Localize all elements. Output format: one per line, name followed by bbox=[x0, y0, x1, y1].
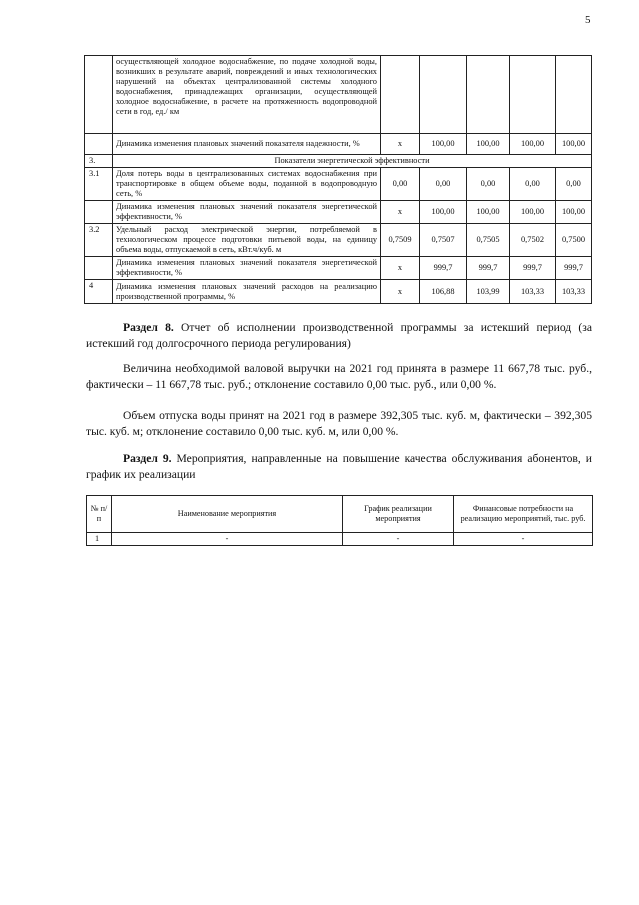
revenue-paragraph: Величина необходимой валовой выручки на 2021 год принята в размере 11 667,78 тыс. руб., фактически – 11 667,78 тыс. руб.; отклонение составило 0,00 тыс. руб., или 0,00 %. bbox=[86, 362, 592, 391]
row-description: Динамика изменения плановых значений расходов на реализацию производственной программы, % bbox=[113, 280, 381, 304]
water-volume-paragraph: Объем отпуска воды принят на 2021 год в размере 392,305 тыс. куб. м, фактически – 392,305 тыс. куб. м; отклонение составило 0,00 тыс. куб. м, или 0,00 %. bbox=[86, 409, 592, 438]
section-row: 3. Показатели энергетической эффективности bbox=[85, 155, 592, 168]
page-number: 5 bbox=[585, 14, 591, 26]
section-9-heading bbox=[86, 451, 592, 482]
table-row: Динамика изменения плановых значений показателя энергетической эффективности, % х 999,7 999,7 999,7 999,7 bbox=[85, 257, 592, 280]
header-number: № п/п bbox=[87, 496, 112, 533]
section-8-label: Раздел 8. bbox=[123, 321, 174, 334]
row-description: Динамика изменения плановых значений показателя энергетической эффективности, % bbox=[113, 257, 381, 280]
section-9-title: Мероприятия, направленные на повышение качества обслуживания абонентов, и график их реализации bbox=[86, 452, 592, 481]
indicators-table bbox=[84, 55, 592, 304]
header-measure-name: Наименование мероприятия bbox=[112, 496, 343, 533]
section-8-title: Отчет об исполнении производственной программы за истекший период (за истекший год долгосрочного периода регулирования) bbox=[86, 321, 593, 350]
table-header-row bbox=[87, 496, 593, 533]
measures-table bbox=[86, 495, 593, 546]
table-row: 4 Динамика изменения плановых значений расходов на реализацию производственной программы, % х 106,88 103,99 103,33 103,33 bbox=[85, 280, 592, 304]
section-8-heading bbox=[86, 320, 592, 351]
table-row: Динамика изменения плановых значений показателя надежности, % х 100,00 100,00 100,00 100,00 bbox=[85, 134, 592, 155]
row-description: Доля потерь воды в централизованных системах водоснабжения при транспортировке в общем объеме воды, поданной в водопроводную сеть, % bbox=[113, 168, 381, 201]
table-row: 1 - - - bbox=[87, 533, 593, 546]
row-description: Динамика изменения плановых значений показателя энергетической эффективности, % bbox=[113, 201, 381, 224]
section-9-label: Раздел 9. bbox=[123, 452, 172, 465]
row-description: осуществляющей холодное водоснабжение, по подаче холодной воды, возникших в результате аварий, повреждений и иных технологических нарушений на объектах централизованной системы холодного водоснабжения, принадлежащих организации, осуществляющей холодное водоснабжение, в расчете на протяженность водопроводной сети в год, ед./ км bbox=[113, 56, 381, 134]
row-description: Удельный расход электрической энергии, потребляемой в технологическом процессе подготовки питьевой воды, на единицу объема воды, отпускаемой в сеть, кВт.ч/куб. м bbox=[113, 224, 381, 257]
table-row bbox=[85, 56, 592, 134]
section-title: Показатели энергетической эффективности bbox=[113, 155, 592, 168]
table-row: Динамика изменения плановых значений показателя энергетической эффективности, % х 100,00 100,00 100,00 100,00 bbox=[85, 201, 592, 224]
header-financial-needs: Финансовые потребности на реализацию мероприятий, тыс. руб. bbox=[454, 496, 593, 533]
table-row: 3.2 Удельный расход электрической энергии, потребляемой в технологическом процессе подготовки питьевой воды, на единицу объема воды, отпускаемой в сеть, кВт.ч/куб. м 0,7509 0,7507 0,7505 0,7502 0,7500 bbox=[85, 224, 592, 257]
header-schedule: График реализации мероприятия bbox=[343, 496, 454, 533]
row-description: Динамика изменения плановых значений показателя надежности, % bbox=[113, 134, 381, 155]
table-row: 3.1 Доля потерь воды в централизованных системах водоснабжения при транспортировке в общем объеме воды, поданной в водопроводную сеть, % 0,00 0,00 0,00 0,00 0,00 bbox=[85, 168, 592, 201]
